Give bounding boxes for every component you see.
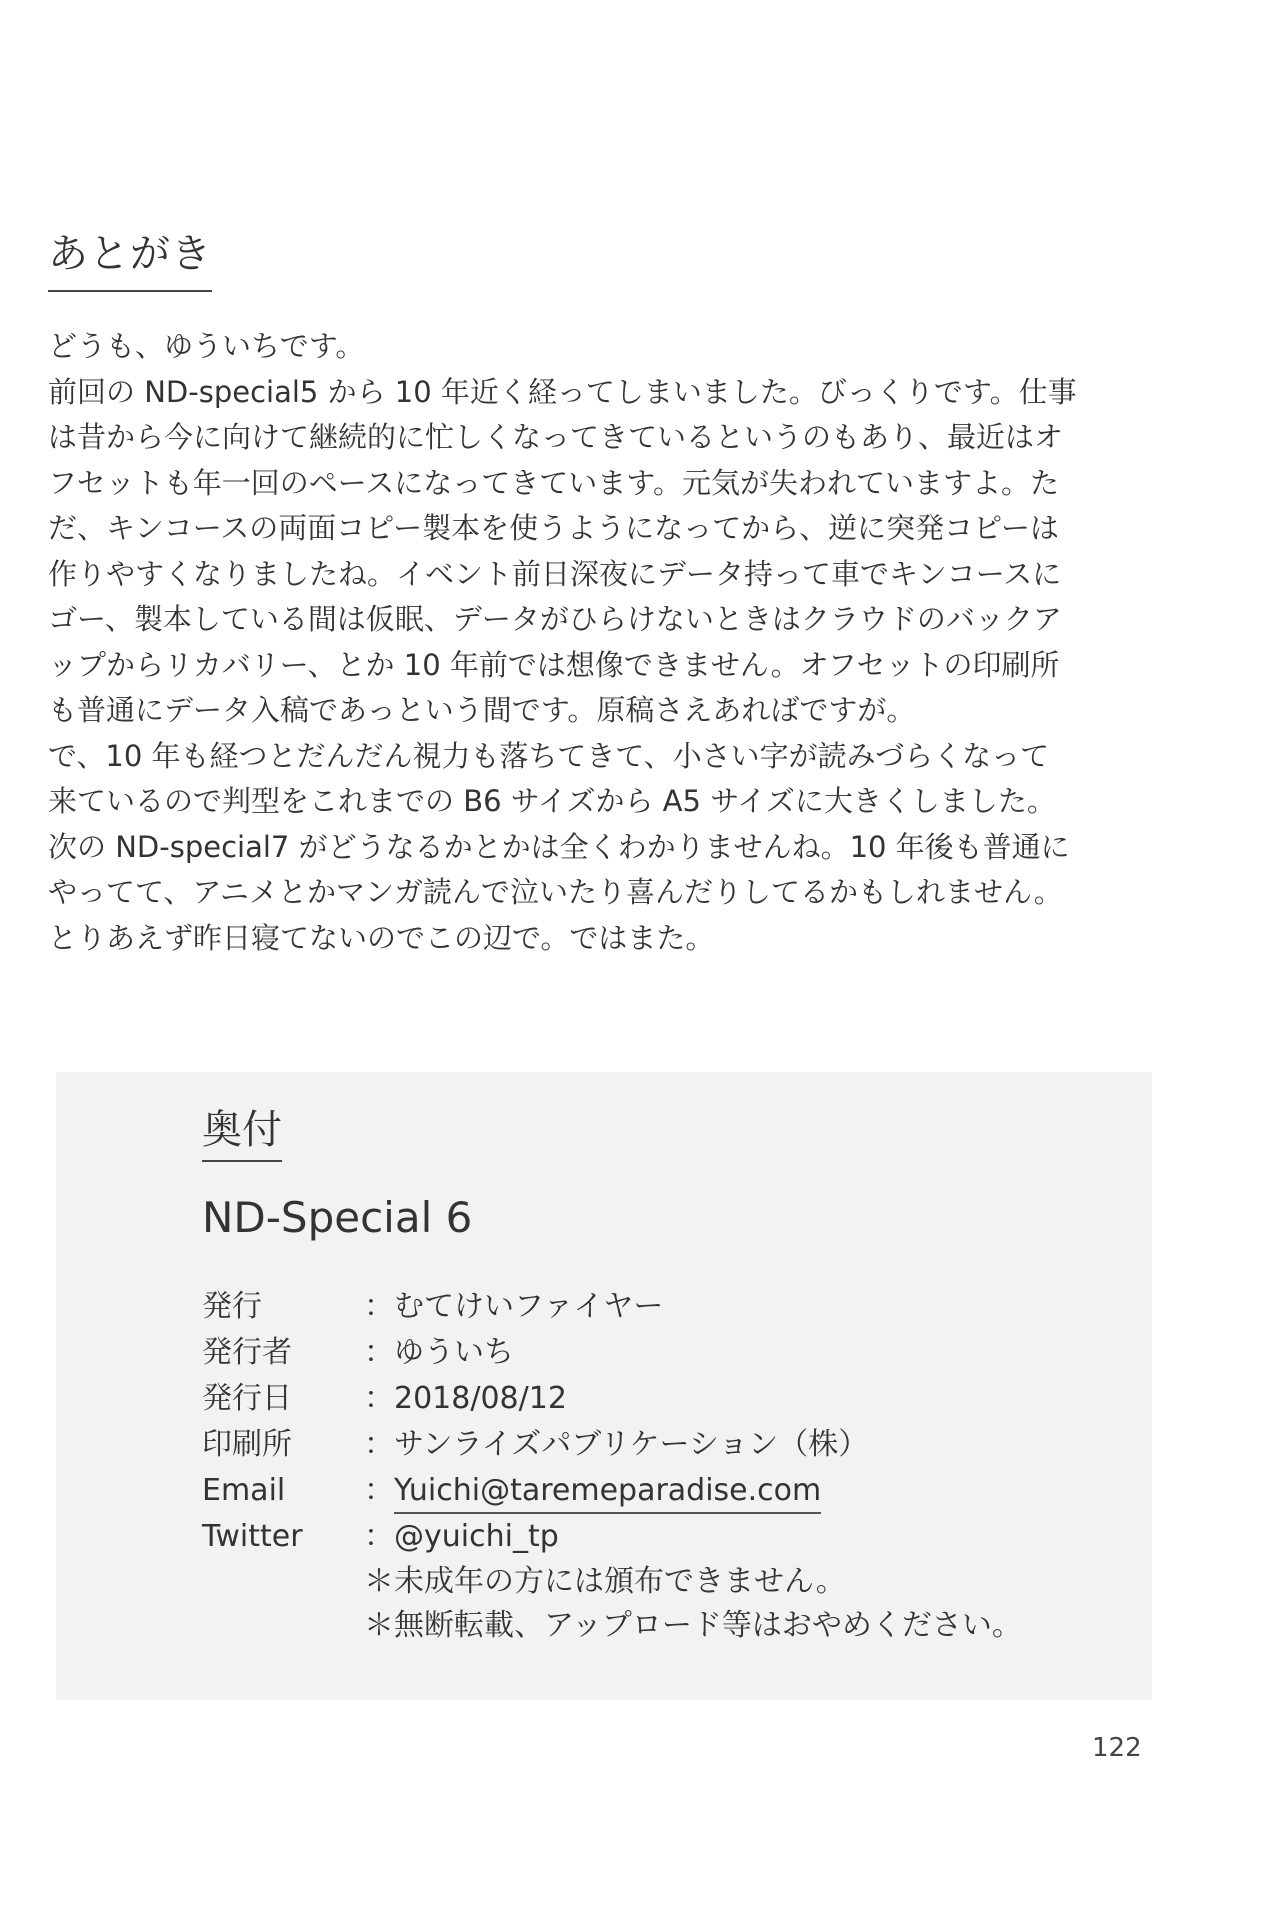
afterword-line: ゴー、製本している間は仮眠、データがひらけないときはクラウドのバックア bbox=[48, 602, 1062, 636]
colophon-row-date bbox=[202, 1376, 1022, 1422]
afterword-line: ップからリカバリー、とか 10 年前では想像できません。オフセットの印刷所 bbox=[48, 647, 1060, 682]
page-number: 122 bbox=[1092, 1733, 1142, 1763]
colophon-rows bbox=[202, 1284, 1022, 1648]
colophon-note: ＊未成年の方には頒布できません。 bbox=[364, 1564, 846, 1599]
colophon-note: ＊無断転載、アップロード等はおやめください。 bbox=[364, 1608, 1022, 1643]
afterword-line: は昔から今に向けて継続的に忙しくなってきているというのもあり、最近はオ bbox=[48, 420, 1064, 454]
colophon-row-issuer bbox=[202, 1330, 1022, 1376]
colophon-box bbox=[56, 1072, 1152, 1700]
colophon-separator: ： bbox=[364, 1473, 394, 1508]
afterword-line: 来ているので判型をこれまでの B6 サイズから A5 サイズに大きくしました。 bbox=[48, 784, 1056, 818]
colophon-row-email bbox=[202, 1468, 1022, 1514]
afterword-line: で、10 年も経つとだんだん視力も落ちてきて、小さい字が読みづらくなって bbox=[48, 738, 1050, 773]
afterword-line: 作りやすくなりましたね。イベント前日深夜にデータ持って車でキンコースに bbox=[48, 556, 1062, 591]
colophon-label: Twitter bbox=[202, 1519, 303, 1554]
colophon-label: 発行者 bbox=[202, 1335, 292, 1370]
afterword-line: とりあえず昨日寝てないのでこの辺で。ではまた。 bbox=[48, 920, 715, 955]
afterword-line: 次の ND-special7 がどうなるかとかは全くわかりませんね。10 年後も普通に bbox=[48, 829, 1070, 864]
colophon-value: ：@yuichi_tp bbox=[364, 1519, 559, 1554]
colophon-label: Email bbox=[202, 1473, 286, 1508]
colophon-row-printer bbox=[202, 1422, 1022, 1468]
afterword-line: も普通にデータ入稿であっという間です。原稿さえあればですが。 bbox=[48, 693, 916, 727]
colophon-heading: 奥付 bbox=[202, 1104, 282, 1162]
colophon-label: 印刷所 bbox=[202, 1427, 292, 1462]
email-link[interactable]: Yuichi@taremeparadise.com bbox=[394, 1468, 821, 1514]
afterword-line: フセットも年一回のペースになってきています。元気が失われていますよ。た bbox=[48, 465, 1059, 500]
colophon-value: ：サンライズパブリケーション（株） bbox=[364, 1427, 869, 1462]
colophon-label: 発行 bbox=[202, 1289, 262, 1324]
colophon-row-publisher bbox=[202, 1284, 1022, 1330]
colophon-value: ：むてけいファイヤー bbox=[364, 1289, 664, 1324]
afterword-line: 前回の ND-special5 から 10 年近く経ってしまいました。びっくりです。仕事 bbox=[48, 374, 1077, 409]
colophon-title: ND-Special 6 bbox=[202, 1193, 473, 1242]
colophon-label: 発行日 bbox=[202, 1381, 292, 1416]
afterword-heading: あとがき bbox=[48, 228, 212, 292]
colophon-value: ：ゆういち bbox=[364, 1335, 514, 1370]
afterword-body bbox=[48, 324, 1234, 961]
colophon-row-twitter bbox=[202, 1514, 1022, 1560]
afterword-line: だ、キンコースの両面コピー製本を使うようになってから、逆に突発コピーは bbox=[48, 511, 1059, 545]
afterword-line: どうも、ゆういちです。 bbox=[48, 329, 365, 363]
colophon-value: ：2018/08/12 bbox=[364, 1381, 567, 1416]
afterword-line: やってて、アニメとかマンガ読んで泣いたり喜んだりしてるかもしれません。 bbox=[48, 875, 1063, 909]
